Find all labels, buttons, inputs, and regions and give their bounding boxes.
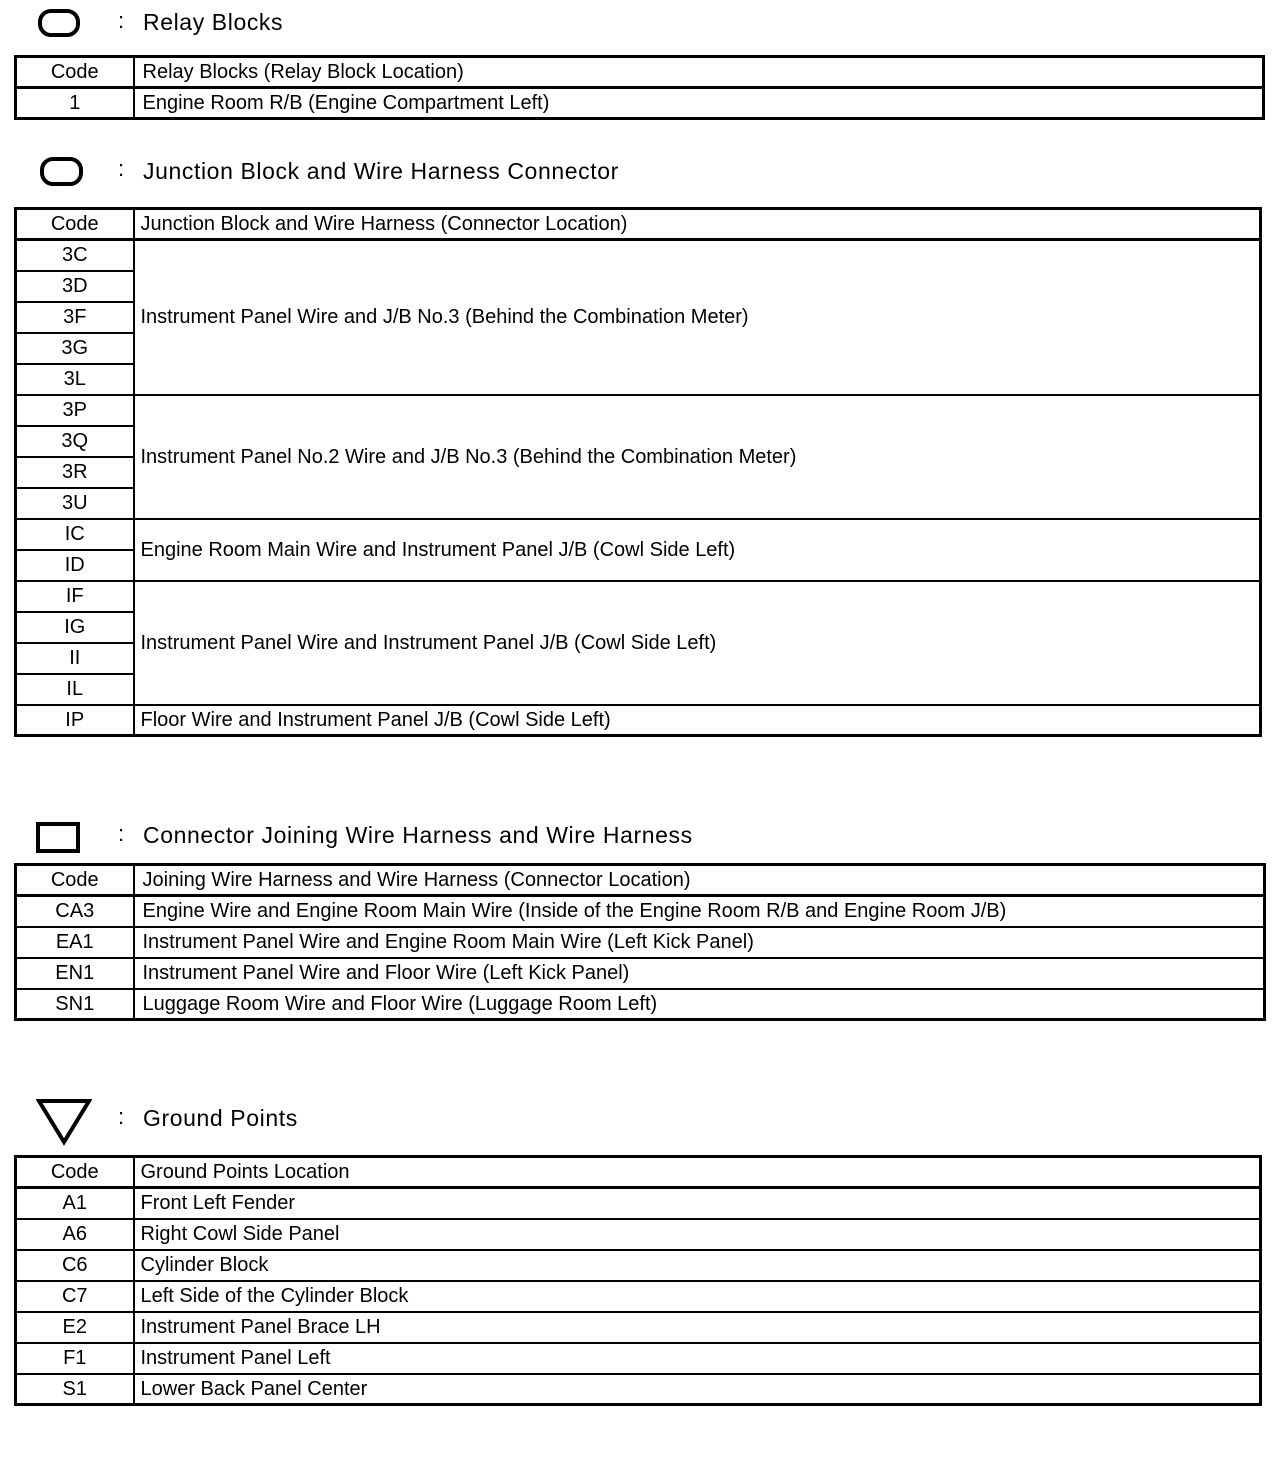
table-header-row <box>16 209 1261 240</box>
desc-header: Relay Blocks (Relay Block Location) <box>134 57 1264 88</box>
code-cell: ID <box>16 550 134 581</box>
desc-cell: Instrument Panel No.2 Wire and J/B No.3 (Behind the Combination Meter) <box>134 395 1261 519</box>
code-cell: SN1 <box>16 989 134 1020</box>
code-cell: 3L <box>16 364 134 395</box>
table-row <box>16 1374 1261 1405</box>
desc-cell: Instrument Panel Brace LH <box>134 1312 1261 1343</box>
table-header-row <box>16 1157 1261 1188</box>
desc-cell: Front Left Fender <box>134 1188 1261 1219</box>
code-cell: 3C <box>16 240 134 271</box>
connector-table <box>14 863 1266 1021</box>
table-row <box>16 1188 1261 1219</box>
colon: : <box>118 821 125 846</box>
desc-cell: Instrument Panel Wire and Floor Wire (Left Kick Panel) <box>134 958 1265 989</box>
section-title-junction: Junction Block and Wire Harness Connector <box>143 158 619 184</box>
desc-cell: Floor Wire and Instrument Panel J/B (Cowl Side Left) <box>134 705 1261 736</box>
ground-points-table <box>14 1155 1262 1406</box>
table-row <box>16 705 1261 736</box>
connector-symbol-icon <box>36 822 80 853</box>
desc-header: Ground Points Location <box>134 1157 1261 1188</box>
code-header: Code <box>16 865 134 896</box>
desc-cell: Right Cowl Side Panel <box>134 1219 1261 1250</box>
code-cell: IP <box>16 705 134 736</box>
colon: : <box>118 156 125 181</box>
desc-cell: Engine Wire and Engine Room Main Wire (Inside of the Engine Room R/B and Engine Room J/B) <box>134 896 1265 927</box>
code-header: Code <box>16 209 134 240</box>
table-row <box>16 395 1261 426</box>
section-title-relay: Relay Blocks <box>143 9 284 35</box>
junction-block-table <box>14 207 1262 737</box>
code-cell: A6 <box>16 1219 134 1250</box>
colon: : <box>118 8 125 33</box>
desc-cell: Instrument Panel Wire and Instrument Panel J/B (Cowl Side Left) <box>134 581 1261 705</box>
desc-cell: Instrument Panel Wire and Engine Room Main Wire (Left Kick Panel) <box>134 927 1265 958</box>
table-row <box>16 1250 1261 1281</box>
desc-cell: Engine Room Main Wire and Instrument Panel J/B (Cowl Side Left) <box>134 519 1261 581</box>
junction-block-symbol-icon <box>40 157 83 186</box>
code-cell: EA1 <box>16 927 134 958</box>
table-row <box>16 989 1265 1020</box>
ground-point-symbol-icon <box>36 1098 92 1146</box>
code-cell: S1 <box>16 1374 134 1405</box>
table-row <box>16 896 1265 927</box>
code-cell: 3U <box>16 488 134 519</box>
desc-cell: Instrument Panel Wire and J/B No.3 (Behind the Combination Meter) <box>134 240 1261 395</box>
code-cell: F1 <box>16 1343 134 1374</box>
desc-cell: Left Side of the Cylinder Block <box>134 1281 1261 1312</box>
table-row <box>16 1312 1261 1343</box>
desc-cell: Luggage Room Wire and Floor Wire (Luggage Room Left) <box>134 989 1265 1020</box>
code-cell: A1 <box>16 1188 134 1219</box>
relay-blocks-table <box>14 55 1265 120</box>
code-cell: EN1 <box>16 958 134 989</box>
code-cell: E2 <box>16 1312 134 1343</box>
table-row <box>16 88 1264 119</box>
table-header-row <box>16 57 1264 88</box>
table-row <box>16 927 1265 958</box>
table-row <box>16 240 1261 271</box>
code-cell: 3R <box>16 457 134 488</box>
code-cell: 3D <box>16 271 134 302</box>
code-header: Code <box>16 1157 134 1188</box>
colon: : <box>118 1104 125 1129</box>
table-row <box>16 581 1261 612</box>
section-title-ground: Ground Points <box>143 1105 298 1131</box>
code-cell: IL <box>16 674 134 705</box>
table-row <box>16 1219 1261 1250</box>
code-cell: IC <box>16 519 134 550</box>
desc-header: Joining Wire Harness and Wire Harness (Connector Location) <box>134 865 1265 896</box>
relay-block-symbol-icon <box>38 9 80 37</box>
section-title-connector: Connector Joining Wire Harness and Wire Harness <box>143 822 693 848</box>
code-header: Code <box>16 57 134 88</box>
code-cell: 1 <box>16 88 134 119</box>
desc-header: Junction Block and Wire Harness (Connector Location) <box>134 209 1261 240</box>
code-cell: IF <box>16 581 134 612</box>
code-cell: 3F <box>16 302 134 333</box>
desc-cell: Cylinder Block <box>134 1250 1261 1281</box>
code-cell: 3Q <box>16 426 134 457</box>
table-row <box>16 958 1265 989</box>
code-cell: 3G <box>16 333 134 364</box>
table-header-row <box>16 865 1265 896</box>
table-row <box>16 1281 1261 1312</box>
desc-cell: Engine Room R/B (Engine Compartment Left) <box>134 88 1264 119</box>
table-row <box>16 1343 1261 1374</box>
code-cell: II <box>16 643 134 674</box>
desc-cell: Instrument Panel Left <box>134 1343 1261 1374</box>
code-cell: CA3 <box>16 896 134 927</box>
code-cell: C7 <box>16 1281 134 1312</box>
code-cell: IG <box>16 612 134 643</box>
code-cell: 3P <box>16 395 134 426</box>
desc-cell: Lower Back Panel Center <box>134 1374 1261 1405</box>
table-row <box>16 519 1261 550</box>
code-cell: C6 <box>16 1250 134 1281</box>
